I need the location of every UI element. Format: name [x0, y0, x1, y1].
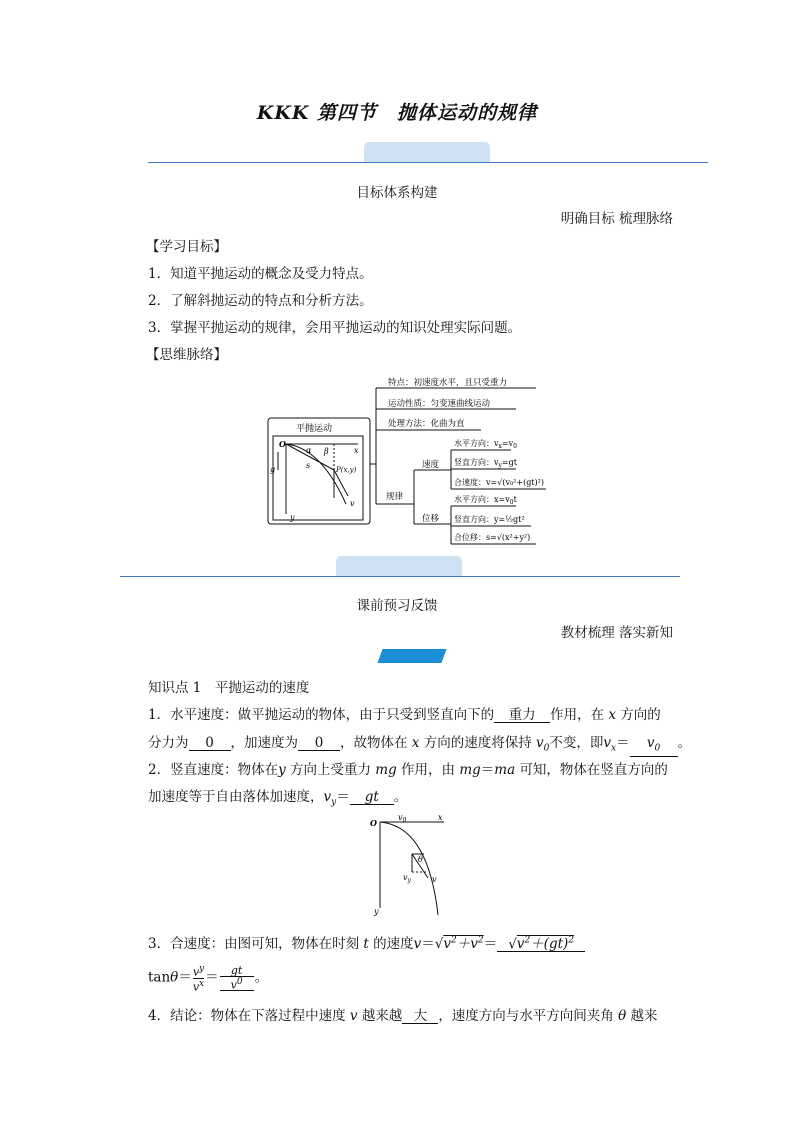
svg-text:竖直方向：vy=gt: 竖直方向：$v_y=gt$: [454, 458, 517, 469]
answer-blank: 0: [189, 736, 231, 751]
page-title: KKK 第四节 抛体运动的规律: [256, 102, 538, 124]
svg-text:β: β: [324, 447, 329, 456]
svg-text:水平方向：vx=v0: 水平方向：$v_x=v_0$: [454, 439, 517, 450]
paragraph: 分力为 0 ，加速度为 0 ，故物体在 x 方向的速度将保持 $v_0$不变，即$v_x= v_0$ 。: [148, 731, 691, 757]
mind-title: 【思维脉络】: [146, 347, 227, 363]
section-tab: [364, 142, 490, 162]
mm-text: 水平方向：v: [454, 439, 499, 448]
goals-title: 【学习目标】: [146, 239, 227, 255]
mm-text: 竖直方向：v: [454, 458, 499, 467]
answer-blank: 重力: [494, 708, 550, 723]
section-heading: 课前预习反馈: [356, 598, 438, 614]
svg-text:v: v: [432, 875, 437, 884]
displacement-label: 位移: [422, 514, 440, 524]
svg-text:O: O: [370, 818, 377, 828]
svg-text:v0: $v_0$: [398, 813, 407, 824]
svg-text:θ: θ: [418, 855, 423, 864]
section-subheading: 明确目标 梳理脉络: [560, 211, 673, 227]
answer-blank: $v_0$: [630, 736, 678, 757]
svg-text:x: x: [354, 446, 359, 455]
svg-text:P(x,y): P(x,y): [336, 466, 357, 474]
svg-text:g: g: [270, 465, 276, 474]
law-label: 规律: [386, 492, 404, 502]
svg-text:O: O: [279, 439, 286, 449]
answer-blank: gt: [350, 790, 394, 805]
mm-text: 竖直方向：y=: [454, 515, 506, 524]
answer-blank: 大: [402, 1009, 438, 1024]
svg-text:y: y: [290, 513, 295, 522]
svg-text:s: s: [306, 461, 311, 470]
section-subheading: 教材梳理 落实新知: [560, 625, 673, 641]
mind-map: [266, 374, 556, 554]
svg-text:合位移：s=√(x²+y²): 合位移：s=√(x²+y²): [454, 533, 531, 542]
goal-item: 1．知道平抛运动的概念及受力特点。: [148, 266, 373, 282]
answer-blank: 0: [298, 736, 340, 751]
velocity-label: 速度: [422, 460, 440, 470]
section-badge: [377, 649, 446, 663]
paragraph: tanθ＝ $\frac{v^y}{v^x}$ ＝ $\frac{gt}{v^0}$ 。: [148, 963, 269, 994]
branch-text: 运动性质：匀变速曲线运动: [388, 399, 491, 409]
svg-text:竖直方向：y=½gt²: 竖直方向：y=½gt²: [454, 515, 525, 524]
branch-text: 特点：初速度水平，且只受重力: [388, 378, 508, 388]
section-tab: [336, 556, 462, 576]
answer-blank: $√v^2+(gt)^2$: [497, 934, 585, 953]
velocity-figure: [368, 810, 468, 920]
section-rule: [120, 576, 680, 577]
svg-text:水平方向：x=v0t: 水平方向：$x=v_0t$: [454, 495, 517, 506]
knowledge-point-title: 知识点 1 平抛运动的速度: [148, 680, 310, 696]
section-heading: 目标体系构建: [356, 185, 438, 201]
paragraph: 加速度等于自由落体加速度，$v_y=$ gt 。: [148, 789, 408, 808]
paragraph: 2．竖直速度：物体在y 方向上受重力 mg 作用，由 mg＝ma 可知，物体在竖直方向的: [148, 762, 668, 778]
mm-text: 水平方向：x=v: [454, 495, 510, 504]
goal-item: 2．了解斜抛运动的特点和分析方法。: [148, 293, 373, 309]
svg-text:x: x: [438, 813, 443, 822]
goal-item: 3．掌握平抛运动的规律，会用平抛运动的知识处理实际问题。: [148, 320, 522, 336]
mm-text: 合速度：v=: [454, 478, 498, 487]
svg-text:α: α: [306, 446, 312, 455]
mm-text: 合位移：s=: [454, 533, 497, 542]
svg-text:y: y: [374, 907, 379, 916]
svg-text:v: v: [350, 499, 355, 508]
section-rule: [148, 162, 708, 163]
paragraph: 1．水平速度：做平抛运动的物体，由于只受到竖直向下的 重力 作用，在 x 方向的: [148, 707, 661, 723]
branch-text: 处理方法：化曲为直: [388, 419, 465, 429]
svg-text:合速度：v=√(v₀²+(gt)²): 合速度：v=√(v₀²+(gt)²): [454, 478, 544, 487]
paragraph: 4．结论：物体在下落过程中速度 v 越来越 大 ，速度方向与水平方向间夹角 θ 越来: [148, 1008, 658, 1024]
mindmap-box-title: 平抛运动: [296, 424, 333, 434]
paragraph: 3．合速度：由图可知，物体在时刻 t 的速度$v=√v^2+v^2= √v^2+(gt)^2$: [148, 932, 585, 952]
svg-text:vy: $v_y$: [403, 873, 411, 884]
